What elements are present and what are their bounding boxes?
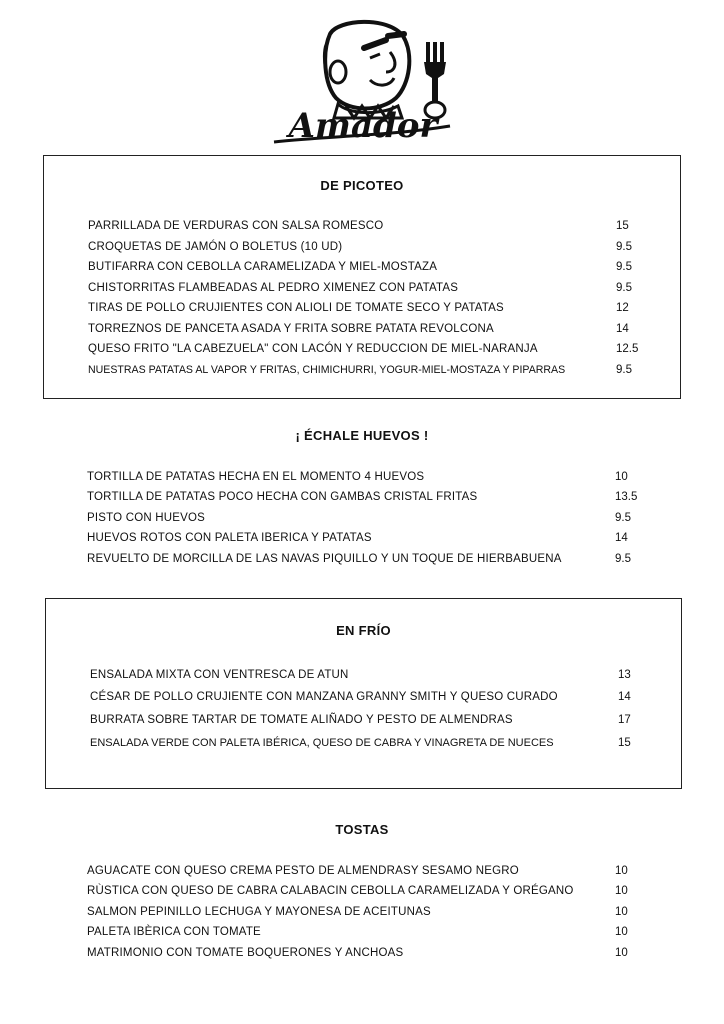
menu-item-name: TORREZNOS DE PANCETA ASADA Y FRITA SOBRE PATATA REVOLCONA	[88, 323, 494, 335]
menu-item-price: 9.5	[616, 241, 632, 253]
menu-item-name: QUESO FRITO "LA CABEZUELA" CON LACÓN Y REDUCCION DE MIEL-NARANJA	[88, 343, 538, 355]
menu-item-name: PISTO CON HUEVOS	[87, 512, 206, 524]
menu-item-price: 9.5	[616, 364, 632, 376]
menu-item-price: 10	[615, 926, 628, 938]
section-title: EN FRÍO	[336, 623, 391, 638]
menu-item-price: 14	[615, 532, 628, 544]
menu-item-name: ENSALADA MIXTA CON VENTRESCA DE ATUN	[90, 669, 349, 681]
menu-item-price: 12	[616, 302, 629, 314]
menu-item-price: 10	[615, 471, 628, 483]
section-title: DE PICOTEO	[320, 178, 404, 193]
menu-item-price: 14	[618, 691, 631, 703]
menu-item-price: 10	[615, 865, 628, 877]
menu-item-name: CHISTORRITAS FLAMBEADAS AL PEDRO XIMENEZ CON PATATAS	[88, 282, 459, 294]
menu-item-price: 10	[615, 906, 628, 918]
menu-item-name: CROQUETAS DE JAMÓN O BOLETUS (10 UD)	[88, 241, 343, 253]
section-de-picoteo	[43, 155, 681, 399]
section-echale-huevos	[43, 420, 681, 580]
menu-item-name: TORTILLA DE PATATAS HECHA EN EL MOMENTO 4 HUEVOS	[87, 471, 425, 483]
menu-item-name: REVUELTO DE MORCILLA DE LAS NAVAS PIQUILLO Y UN TOQUE DE HIERBABUENA	[87, 553, 562, 565]
menu-item-name: RÙSTICA CON QUESO DE CABRA CALABACIN CEBOLLA CARAMELIZADA Y ORÉGANO	[87, 885, 574, 897]
menu-item-name: MATRIMONIO CON TOMATE BOQUERONES Y ANCHOAS	[87, 947, 404, 959]
restaurant-logo	[268, 14, 458, 146]
menu-item-price: 9.5	[615, 553, 631, 565]
menu-item-name: PALETA IBÈRICA CON TOMATE	[87, 926, 261, 938]
menu-item-price: 9.5	[616, 282, 632, 294]
menu-item-price: 15	[616, 220, 629, 232]
menu-item-name: CÉSAR DE POLLO CRUJIENTE CON MANZANA GRANNY SMITH Y QUESO CURADO	[90, 691, 558, 703]
menu-item-name: NUESTRAS PATATAS AL VAPOR Y FRITAS, CHIMICHURRI, YOGUR-MIEL-MOSTAZA Y PIPARRAS	[88, 364, 566, 376]
menu-item-price: 12.5	[616, 343, 639, 355]
menu-item-price: 10	[615, 885, 628, 897]
section-title: ¡ ÉCHALE HUEVOS !	[295, 428, 429, 443]
menu-item-price: 9.5	[615, 512, 631, 524]
menu-item-price: 9.5	[616, 261, 632, 273]
menu-item-name: AGUACATE CON QUESO CREMA PESTO DE ALMENDRASY SESAMO NEGRO	[87, 865, 519, 877]
section-tostas	[43, 812, 681, 972]
menu-item-price: 15	[618, 737, 631, 749]
section-en-frio	[45, 598, 682, 789]
menu-item-name: BUTIFARRA CON CEBOLLA CARAMELIZADA Y MIEL-MOSTAZA	[88, 261, 438, 273]
menu-item-price: 17	[618, 714, 631, 726]
menu-item-name: TORTILLA DE PATATAS POCO HECHA CON GAMBAS CRISTAL FRITAS	[87, 491, 478, 503]
menu-item-price: 13	[618, 669, 631, 681]
menu-item-name: TIRAS DE POLLO CRUJIENTES CON ALIOLI DE TOMATE SECO Y PATATAS	[88, 302, 504, 314]
section-title: TOSTAS	[335, 822, 389, 837]
menu-item-name: PARRILLADA DE VERDURAS CON SALSA ROMESCO	[88, 220, 384, 232]
menu-item-price: 14	[616, 323, 629, 335]
menu-item-name: BURRATA SOBRE TARTAR DE TOMATE ALIÑADO Y PESTO DE ALMENDRAS	[90, 714, 513, 726]
menu-item-price: 10	[615, 947, 628, 959]
menu-item-name: HUEVOS ROTOS CON PALETA IBERICA Y PATATAS	[87, 532, 372, 544]
menu-item-name: SALMON PEPINILLO LECHUGA Y MAYONESA DE ACEITUNAS	[87, 906, 431, 918]
brand-name: Amador	[288, 106, 438, 146]
menu-item-price: 13.5	[615, 491, 638, 503]
menu-item-name: ENSALADA VERDE CON PALETA IBÉRICA, QUESO DE CABRA Y VINAGRETA DE NUECES	[90, 737, 554, 749]
